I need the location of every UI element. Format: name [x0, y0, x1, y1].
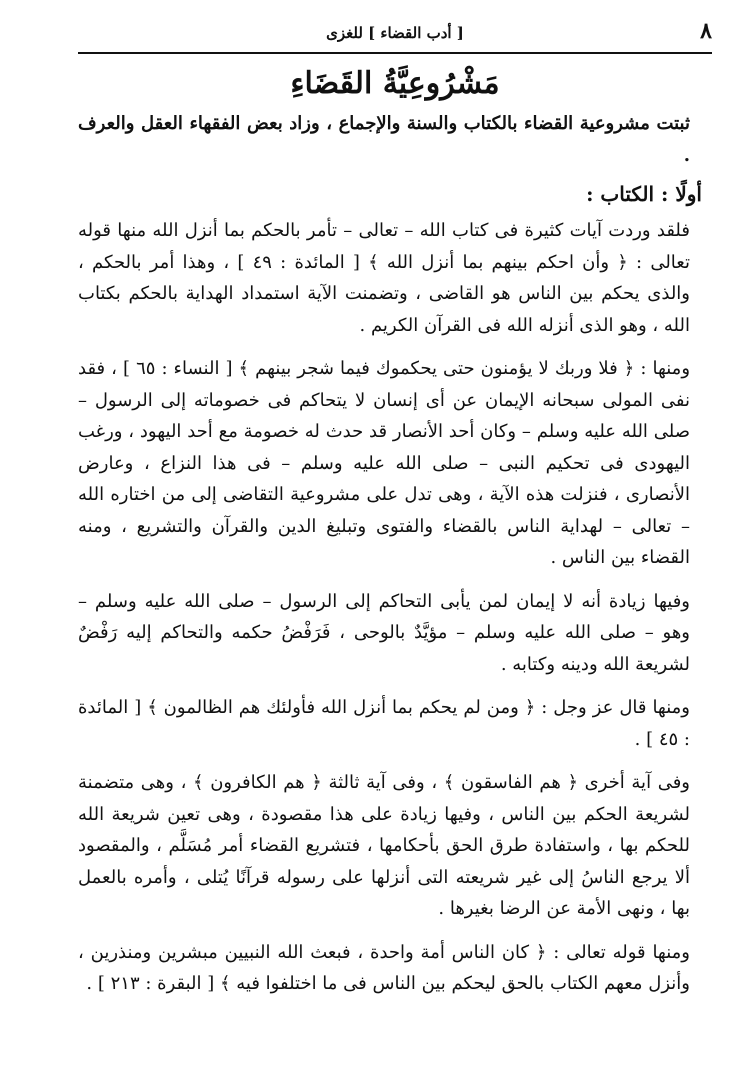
- paragraph: فلقد وردت آيات كثيرة فى كتاب الله – تعالى – تأمر بالحكم بما أنزل الله منها قوله تعالى : ﴿ وأن احكم بينهم بما أنزل الله ﴾ [ المائدة : ٤٩ ] ، وهذا أمر بالحكم ، والذى يحكم بين الناس هو القاضى ، وتضمنت الآية استمداد الهداية بالحكم بكتاب الله ، وهو الذى أنزله الله فى القرآن الكريم .: [78, 220, 690, 336]
- paragraph: ومنها قال عز وجل : ﴿ ومن لم يحكم بما أنزل الله فأولئك هم الظالمون ﴾ [ المائدة : ٤٥ ] .: [78, 697, 690, 750]
- chapter-title: مَشْرُوعِيَّةُ القَضَاءِ: [290, 66, 500, 101]
- running-head: [ أدب القضاء ] للغزى: [326, 24, 464, 42]
- document-page: [78, 14, 712, 1074]
- paragraph: وفى آية أخرى ﴿ هم الفاسقون ﴾ ، وفى آية ثالثة ﴿ هم الكافرون ﴾ ، وهى متضمنة لشريعة الحكم بين الناس ، وفيها زيادة على هذا مقصودة ، وهى تعين شريعة الله للحكم بها ، واستفادة طرق الحق بأحكامها ، فتشريع القضاء أمر مُسَلَّم ، والمقصود ألا يرجع الناسُ إلى غير شريعته التى أنزلها على رسوله قرآنًا يُتلى ، وأمره بالعمل بها ، ونهى الأمة عن الرضا بغيرها .: [78, 772, 690, 919]
- paragraph: ومنها : ﴿ فلا وربك لا يؤمنون حتى يحكموك فيما شجر بينهم ﴾ [ النساء : ٦٥ ] ، فقد نفى المولى سبحانه الإيمان عن أى إنسان لا يتحاكم فى خصوماته إلى الرسول – صلى الله عليه وسلم – وكان أحد الأنصار قد حدث له خصومة مع أحد اليهود ، ورغب اليهودى فى تحكيم النبى – صلى الله عليه وسلم – فى هذا النزاع ، وعارض الأنصارى ، فنزلت هذه الآية ، وهى تدل على مشروعية التقاضى إلى من اختاره الله – تعالى – لهداية الناس بالقضاء والفتوى وتبليغ الدين والقرآن والتشريع ، ومنه القضاء بين الناس .: [78, 358, 691, 568]
- page-number: ٨: [700, 18, 712, 44]
- intro-paragraph: ثبتت مشروعية القضاء بالكتاب والسنة والإجماع ، وزاد بعض الفقهاء العقل والعرف .: [78, 113, 690, 166]
- paragraph: وفيها زيادة أنه لا إيمان لمن يأبى التحاكم إلى الرسول – صلى الله عليه وسلم – وهو – صلى الله عليه وسلم – مؤيَّدٌ بالوحى ، فَرَفْضُ حكمه والتحاكم إليه رَفْضٌ لشريعة الله ودينه وكتابه .: [78, 590, 690, 675]
- page-header: [78, 14, 712, 54]
- section-heading: أولًا : الكتاب :: [586, 182, 702, 206]
- paragraph: ومنها قوله تعالى : ﴿ كان الناس أمة واحدة ، فبعث الله النبيين مبشرين ومنذرين ، وأنزل معهم الكتاب بالحق ليحكم بين الناس فى ما اختلفوا فيه ﴾ [ البقرة : ٢١٣ ] .: [78, 941, 690, 994]
